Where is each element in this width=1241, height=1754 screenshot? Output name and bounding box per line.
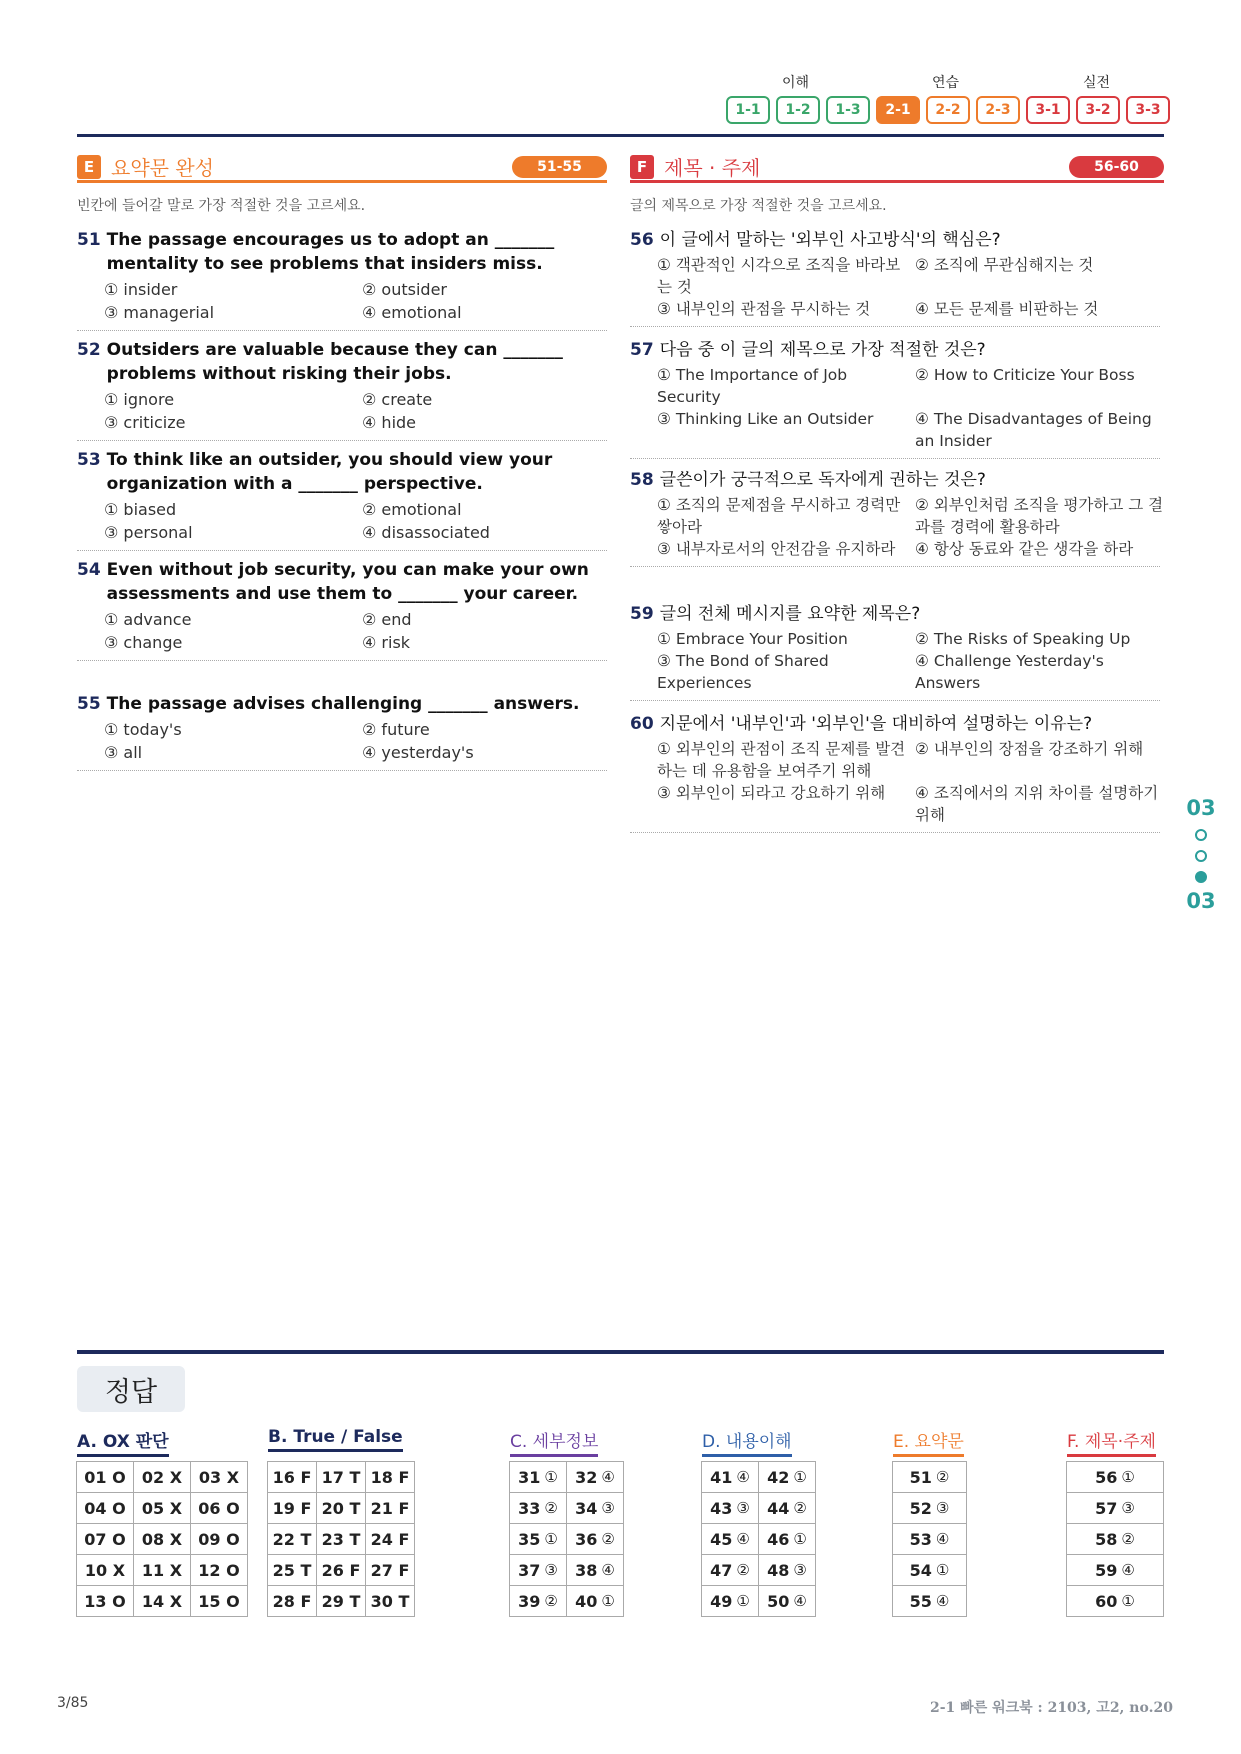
- option-1[interactable]: ① insider: [104, 280, 178, 299]
- answer-choice: ①: [793, 1468, 807, 1486]
- answer-cell: 29 T: [316, 1585, 366, 1617]
- option-2[interactable]: ② outsider: [362, 280, 447, 299]
- section-e-range: 51-55: [512, 156, 607, 178]
- answer-choice: ④: [935, 1530, 950, 1548]
- answers-title: 정답: [77, 1366, 185, 1412]
- section-e-letter: E: [77, 155, 101, 179]
- option-2[interactable]: ② 내부인의 장점을 강조하기 위해: [915, 740, 1144, 758]
- question-text: 다음 중 이 글의 제목으로 가장 적절한 것은?: [659, 340, 986, 360]
- question-divider: [77, 550, 607, 551]
- answer-cell: [701, 1554, 759, 1586]
- answer-choice: ③: [544, 1561, 558, 1579]
- option-1[interactable]: ① The Importance of Job Security: [657, 366, 848, 406]
- question-number: 52: [77, 340, 101, 360]
- answer-grid: [268, 1462, 415, 1617]
- option-1[interactable]: ① ignore: [104, 390, 175, 409]
- answer-cell: [892, 1585, 967, 1617]
- answer-number: 58: [1095, 1529, 1118, 1549]
- option-2[interactable]: ② 조직에 무관심해지는 것: [915, 256, 1094, 274]
- level-group-real: 실전: [1083, 75, 1111, 91]
- answer-grid: [1067, 1462, 1164, 1617]
- answer-choice: ③: [1121, 1499, 1135, 1517]
- question-number: 51: [77, 230, 101, 250]
- option-3[interactable]: ③ 외부인이 되라고 강요하기 위해: [657, 784, 886, 802]
- question-text: 이 글에서 말하는 '외부인 사고방식'의 핵심은?: [659, 230, 1001, 250]
- option-4[interactable]: ④ emotional: [362, 303, 462, 322]
- option-1[interactable]: ① 객관적인 시각으로 조직을 바라보는 것: [657, 256, 901, 296]
- answer-cell: 19 F: [267, 1492, 317, 1524]
- answer-cell: [1066, 1523, 1164, 1555]
- answer-choice: ④: [736, 1530, 750, 1548]
- answer-cell: [509, 1554, 567, 1586]
- chapter-indicator: [1180, 796, 1222, 913]
- question-stem: [77, 692, 607, 716]
- answer-choice: ②: [601, 1530, 615, 1548]
- answer-choice: ①: [736, 1592, 750, 1610]
- answer-cell: [509, 1492, 567, 1524]
- level-tab-3-1[interactable]: 3-1: [1026, 96, 1070, 124]
- answer-cell: 04 O: [76, 1492, 134, 1524]
- answer-choice: ②: [736, 1561, 750, 1579]
- answer-cell: 22 T: [267, 1523, 317, 1555]
- question-number: 60: [630, 714, 654, 734]
- answer-cell: [509, 1585, 567, 1617]
- answer-column-title: E. 요약문: [893, 1427, 964, 1457]
- level-tab-1-2[interactable]: 1-2: [776, 96, 820, 124]
- level-group-labels: [0, 72, 1241, 90]
- answer-choice: ①: [935, 1561, 950, 1579]
- answer-cell: 21 F: [365, 1492, 415, 1524]
- option-4[interactable]: ④ risk: [362, 633, 411, 652]
- option-1[interactable]: ① Embrace Your Position: [657, 630, 848, 648]
- answer-cell: [701, 1492, 759, 1524]
- answer-number: 44: [767, 1498, 790, 1518]
- answer-cell: 11 X: [133, 1554, 191, 1586]
- level-group-understand: 이해: [782, 75, 810, 91]
- answer-column-title: B. True / False: [268, 1427, 403, 1452]
- chapter-number-top: 03: [1186, 796, 1216, 820]
- option-list: [104, 388, 607, 434]
- answer-cell: 14 X: [133, 1585, 191, 1617]
- answer-choice: ④: [601, 1468, 615, 1486]
- question-text: The passage advises challenging _______ answers.: [106, 694, 580, 714]
- chapter-dot-3: [1195, 871, 1207, 883]
- answer-grid: [893, 1462, 967, 1617]
- option-list: [657, 494, 1164, 560]
- section-e-instruction: 빈칸에 들어갈 말로 가장 적절한 것을 고르세요.: [77, 198, 366, 214]
- answer-number: 60: [1095, 1591, 1118, 1611]
- question-divider: [77, 770, 607, 771]
- answer-cell: 24 F: [365, 1523, 415, 1555]
- question-number: 55: [77, 694, 101, 714]
- answer-choice: ③: [793, 1561, 807, 1579]
- level-tab-3-3[interactable]: 3-3: [1126, 96, 1170, 124]
- answer-cell: 30 T: [365, 1585, 415, 1617]
- answer-cell: 25 T: [267, 1554, 317, 1586]
- answer-number: 54: [909, 1560, 932, 1580]
- answer-cell: [566, 1461, 624, 1493]
- chapter-number-bottom: 03: [1186, 889, 1216, 913]
- answer-cell: 01 O: [76, 1461, 134, 1493]
- answer-choice: ④: [736, 1468, 750, 1486]
- answer-cell: 12 O: [190, 1554, 248, 1586]
- answer-number: 51: [909, 1467, 932, 1487]
- answer-choice: ①: [544, 1468, 558, 1486]
- option-4[interactable]: ④ 항상 동료와 같은 생각을 하라: [915, 540, 1134, 558]
- answer-choice: ④: [793, 1592, 807, 1610]
- answer-choice: ②: [935, 1468, 950, 1486]
- section-f-range: 56-60: [1069, 156, 1164, 178]
- answer-cell: 28 F: [267, 1585, 317, 1617]
- answer-choice: ④: [601, 1561, 615, 1579]
- answer-number: 55: [909, 1591, 932, 1611]
- question-text: 지문에서 '내부인'과 '외부인'을 대비하여 설명하는 이유는?: [659, 714, 1093, 734]
- answer-number: 47: [710, 1560, 733, 1580]
- answer-number: 35: [518, 1529, 541, 1549]
- header-rule: [77, 134, 1164, 137]
- answer-number: 57: [1095, 1498, 1118, 1518]
- answer-cell: 06 O: [190, 1492, 248, 1524]
- answer-cell: 02 X: [133, 1461, 191, 1493]
- answer-number: 31: [518, 1467, 541, 1487]
- option-list: [657, 738, 1160, 826]
- question-57: [630, 338, 1160, 459]
- level-tab-2-2[interactable]: 2-2: [926, 96, 970, 124]
- option-2[interactable]: ② The Risks of Speaking Up: [915, 630, 1131, 648]
- answer-cell: 09 O: [190, 1523, 248, 1555]
- question-stem: [630, 228, 1160, 252]
- answer-number: 45: [710, 1529, 733, 1549]
- answer-cell: [701, 1585, 759, 1617]
- answer-cell: [509, 1461, 567, 1493]
- answer-number: 37: [518, 1560, 541, 1580]
- answer-choice: ①: [1121, 1468, 1135, 1486]
- option-4[interactable]: ④ 조직에서의 지위 차이를 설명하기 위해: [915, 784, 1159, 824]
- answer-choice: ②: [544, 1499, 558, 1517]
- question-number: 56: [630, 230, 654, 250]
- question-divider: [630, 700, 1160, 701]
- answer-cell: [1066, 1461, 1164, 1493]
- answer-choice: ③: [935, 1499, 950, 1517]
- answer-number: 34: [575, 1498, 598, 1518]
- question-text: 글쓴이가 궁극적으로 독자에게 권하는 것은?: [659, 470, 986, 490]
- answer-cell: 03 X: [190, 1461, 248, 1493]
- answer-number: 49: [710, 1591, 733, 1611]
- answer-cell: [758, 1461, 816, 1493]
- option-list: [104, 278, 607, 324]
- level-tab-3-2[interactable]: 3-2: [1076, 96, 1120, 124]
- section-e-title: 요약문 완성: [111, 156, 214, 180]
- option-3[interactable]: ③ Thinking Like an Outsider: [657, 410, 874, 428]
- question-stem: [630, 338, 1160, 362]
- question-number: 59: [630, 604, 654, 624]
- answer-cell: 16 F: [267, 1461, 317, 1493]
- option-3[interactable]: ③ personal: [104, 523, 193, 542]
- question-60: [630, 712, 1160, 833]
- answer-grid: [77, 1462, 248, 1617]
- option-4[interactable]: ④ 모든 문제를 비판하는 것: [915, 300, 1099, 318]
- question-stem: [77, 558, 607, 606]
- option-list: [104, 718, 607, 764]
- option-4[interactable]: ④ hide: [362, 413, 417, 432]
- answer-cell: 26 F: [316, 1554, 366, 1586]
- level-tab-1-1[interactable]: 1-1: [726, 96, 770, 124]
- option-1[interactable]: ① biased: [104, 500, 177, 519]
- answer-cell: 07 O: [76, 1523, 134, 1555]
- answer-cell: 17 T: [316, 1461, 366, 1493]
- option-list: [657, 254, 1160, 320]
- question-text: To think like an outsider, you should view your organization with a _______ perspective.: [106, 450, 553, 494]
- answer-number: 38: [575, 1560, 598, 1580]
- option-2[interactable]: ② end: [362, 610, 412, 629]
- answer-number: 41: [710, 1467, 733, 1487]
- question-55: [77, 692, 607, 771]
- answer-cell: [701, 1461, 759, 1493]
- answer-number: 39: [518, 1591, 541, 1611]
- answer-cell: 20 T: [316, 1492, 366, 1524]
- question-divider: [630, 326, 1160, 327]
- option-2[interactable]: ② How to Criticize Your Boss: [915, 366, 1135, 384]
- answer-grid: [510, 1462, 624, 1617]
- question-stem: [630, 712, 1160, 736]
- question-divider: [630, 458, 1160, 459]
- level-tab-1-3[interactable]: 1-3: [826, 96, 870, 124]
- chapter-dot-2: [1195, 850, 1207, 862]
- answer-number: 56: [1095, 1467, 1118, 1487]
- answer-number: 32: [575, 1467, 598, 1487]
- option-2[interactable]: ② create: [362, 390, 433, 409]
- option-2[interactable]: ② future: [362, 720, 430, 739]
- question-stem: [77, 228, 607, 276]
- answer-cell: 27 F: [365, 1554, 415, 1586]
- answer-cell: [566, 1492, 624, 1524]
- answer-choice: ②: [1121, 1530, 1135, 1548]
- answer-choice: ④: [935, 1592, 950, 1610]
- option-3[interactable]: ③ all: [104, 743, 143, 762]
- question-56: [630, 228, 1160, 327]
- answer-cell: [758, 1585, 816, 1617]
- question-divider: [77, 330, 607, 331]
- answer-number: 48: [767, 1560, 790, 1580]
- section-f-instruction: 글의 제목으로 가장 적절한 것을 고르세요.: [630, 198, 887, 214]
- answer-number: 42: [767, 1467, 790, 1487]
- chapter-dot-1: [1195, 829, 1207, 841]
- option-list: [657, 628, 1160, 694]
- answer-column-title: C. 세부정보: [510, 1427, 598, 1457]
- question-stem: [630, 468, 1160, 492]
- answer-number: 33: [518, 1498, 541, 1518]
- answer-cell: [892, 1492, 967, 1524]
- section-f-letter: F: [630, 155, 654, 179]
- question-number: 58: [630, 470, 654, 490]
- answer-column-title: F. 제목·주제: [1067, 1427, 1156, 1457]
- question-divider: [630, 566, 1160, 567]
- question-stem: [77, 338, 607, 386]
- option-list: [657, 364, 1160, 452]
- level-tab-2-1[interactable]: 2-1: [876, 96, 920, 124]
- answer-cell: [758, 1523, 816, 1555]
- answer-choice: ①: [793, 1530, 807, 1548]
- answer-cell: [1066, 1585, 1164, 1617]
- level-tabs: [726, 96, 1170, 124]
- option-3[interactable]: ③ managerial: [104, 303, 215, 322]
- option-2[interactable]: ② 외부인처럼 조직을 평가하고 그 결과를 경력에 활용하라: [915, 496, 1164, 536]
- answer-number: 53: [909, 1529, 932, 1549]
- answer-choice: ②: [544, 1592, 558, 1610]
- answer-cell: [892, 1461, 967, 1493]
- answer-cell: 23 T: [316, 1523, 366, 1555]
- answer-cell: [566, 1585, 624, 1617]
- level-tab-2-3[interactable]: 2-3: [976, 96, 1020, 124]
- answer-choice: ①: [544, 1530, 558, 1548]
- source-label: 2-1 빠른 워크북 : 2103, 고2, no.20: [930, 1700, 1173, 1716]
- answer-choice: ①: [1121, 1592, 1135, 1610]
- option-2[interactable]: ② emotional: [362, 500, 462, 519]
- question-number: 53: [77, 450, 101, 470]
- option-1[interactable]: ① advance: [104, 610, 192, 629]
- question-54: [77, 558, 607, 661]
- answers-rule: [77, 1350, 1164, 1354]
- answer-cell: [509, 1523, 567, 1555]
- section-f-header: [630, 153, 1164, 183]
- question-divider: [630, 832, 1160, 833]
- option-3[interactable]: ③ 내부인의 관점을 무시하는 것: [657, 300, 871, 318]
- option-3[interactable]: ③ criticize: [104, 413, 186, 432]
- answer-number: 36: [575, 1529, 598, 1549]
- question-number: 54: [77, 560, 101, 580]
- question-58: [630, 468, 1164, 567]
- answer-cell: [892, 1523, 967, 1555]
- answer-cell: [701, 1523, 759, 1555]
- answer-cell: [566, 1523, 624, 1555]
- answer-number: 46: [767, 1529, 790, 1549]
- answer-cell: 05 X: [133, 1492, 191, 1524]
- answer-cell: 10 X: [76, 1554, 134, 1586]
- option-3[interactable]: ③ change: [104, 633, 183, 652]
- answer-column-title: A. OX 판단: [77, 1427, 169, 1457]
- answer-grid: [702, 1462, 816, 1617]
- answer-cell: 15 O: [190, 1585, 248, 1617]
- answer-cell: [758, 1492, 816, 1524]
- question-stem: [630, 602, 1160, 626]
- option-3[interactable]: ③ 내부자로서의 안전감을 유지하라: [657, 540, 896, 558]
- answer-cell: [1066, 1492, 1164, 1524]
- option-1[interactable]: ① today's: [104, 720, 182, 739]
- answer-column-title: D. 내용이해: [702, 1427, 792, 1457]
- answer-number: 52: [909, 1498, 932, 1518]
- question-number: 57: [630, 340, 654, 360]
- option-1[interactable]: ① 외부인의 관점이 조직 문제를 발견하는 데 유용함을 보여주기 위해: [657, 740, 906, 780]
- answer-number: 59: [1095, 1560, 1118, 1580]
- page-number: 3/85: [57, 1695, 89, 1711]
- answer-choice: ②: [793, 1499, 807, 1517]
- answer-cell: [566, 1554, 624, 1586]
- question-divider: [77, 440, 607, 441]
- option-list: [104, 608, 607, 654]
- option-4[interactable]: ④ Challenge Yesterday's Answers: [915, 652, 1104, 692]
- answer-cell: 18 F: [365, 1461, 415, 1493]
- option-3[interactable]: ③ The Bond of Shared Experiences: [657, 652, 829, 692]
- question-53: [77, 448, 607, 551]
- answer-choice: ①: [601, 1592, 615, 1610]
- question-52: [77, 338, 607, 441]
- answer-number: 43: [710, 1498, 733, 1518]
- level-group-practice: 연습: [932, 75, 960, 91]
- option-4[interactable]: ④ disassociated: [362, 523, 490, 542]
- question-text: 글의 전체 메시지를 요약한 제목은?: [659, 604, 921, 624]
- question-text: The passage encourages us to adopt an _______ mentality to see problems that insiders miss.: [106, 230, 555, 274]
- question-text: Even without job security, you can make your own assessments and use them to _______ your career.: [106, 560, 589, 604]
- question-stem: [77, 448, 607, 496]
- answer-cell: [892, 1554, 967, 1586]
- answer-number: 40: [575, 1591, 598, 1611]
- answer-cell: [1066, 1554, 1164, 1586]
- option-4[interactable]: ④ The Disadvantages of Being an Insider: [915, 410, 1152, 450]
- answer-cell: [758, 1554, 816, 1586]
- option-4[interactable]: ④ yesterday's: [362, 743, 474, 762]
- answer-cell: 08 X: [133, 1523, 191, 1555]
- question-51: [77, 228, 607, 331]
- section-e-header: [77, 153, 607, 183]
- option-1[interactable]: ① 조직의 문제점을 무시하고 경력만 쌓아라: [657, 496, 901, 536]
- answer-choice: ③: [736, 1499, 750, 1517]
- answer-choice: ④: [1121, 1561, 1135, 1579]
- question-59: [630, 602, 1160, 701]
- option-list: [104, 498, 607, 544]
- answer-cell: 13 O: [76, 1585, 134, 1617]
- answer-choice: ③: [601, 1499, 615, 1517]
- question-divider: [77, 660, 607, 661]
- question-text: Outsiders are valuable because they can _______ problems without risking their jobs.: [106, 340, 563, 384]
- answer-number: 50: [767, 1591, 790, 1611]
- section-f-title: 제목 · 주제: [664, 156, 761, 180]
